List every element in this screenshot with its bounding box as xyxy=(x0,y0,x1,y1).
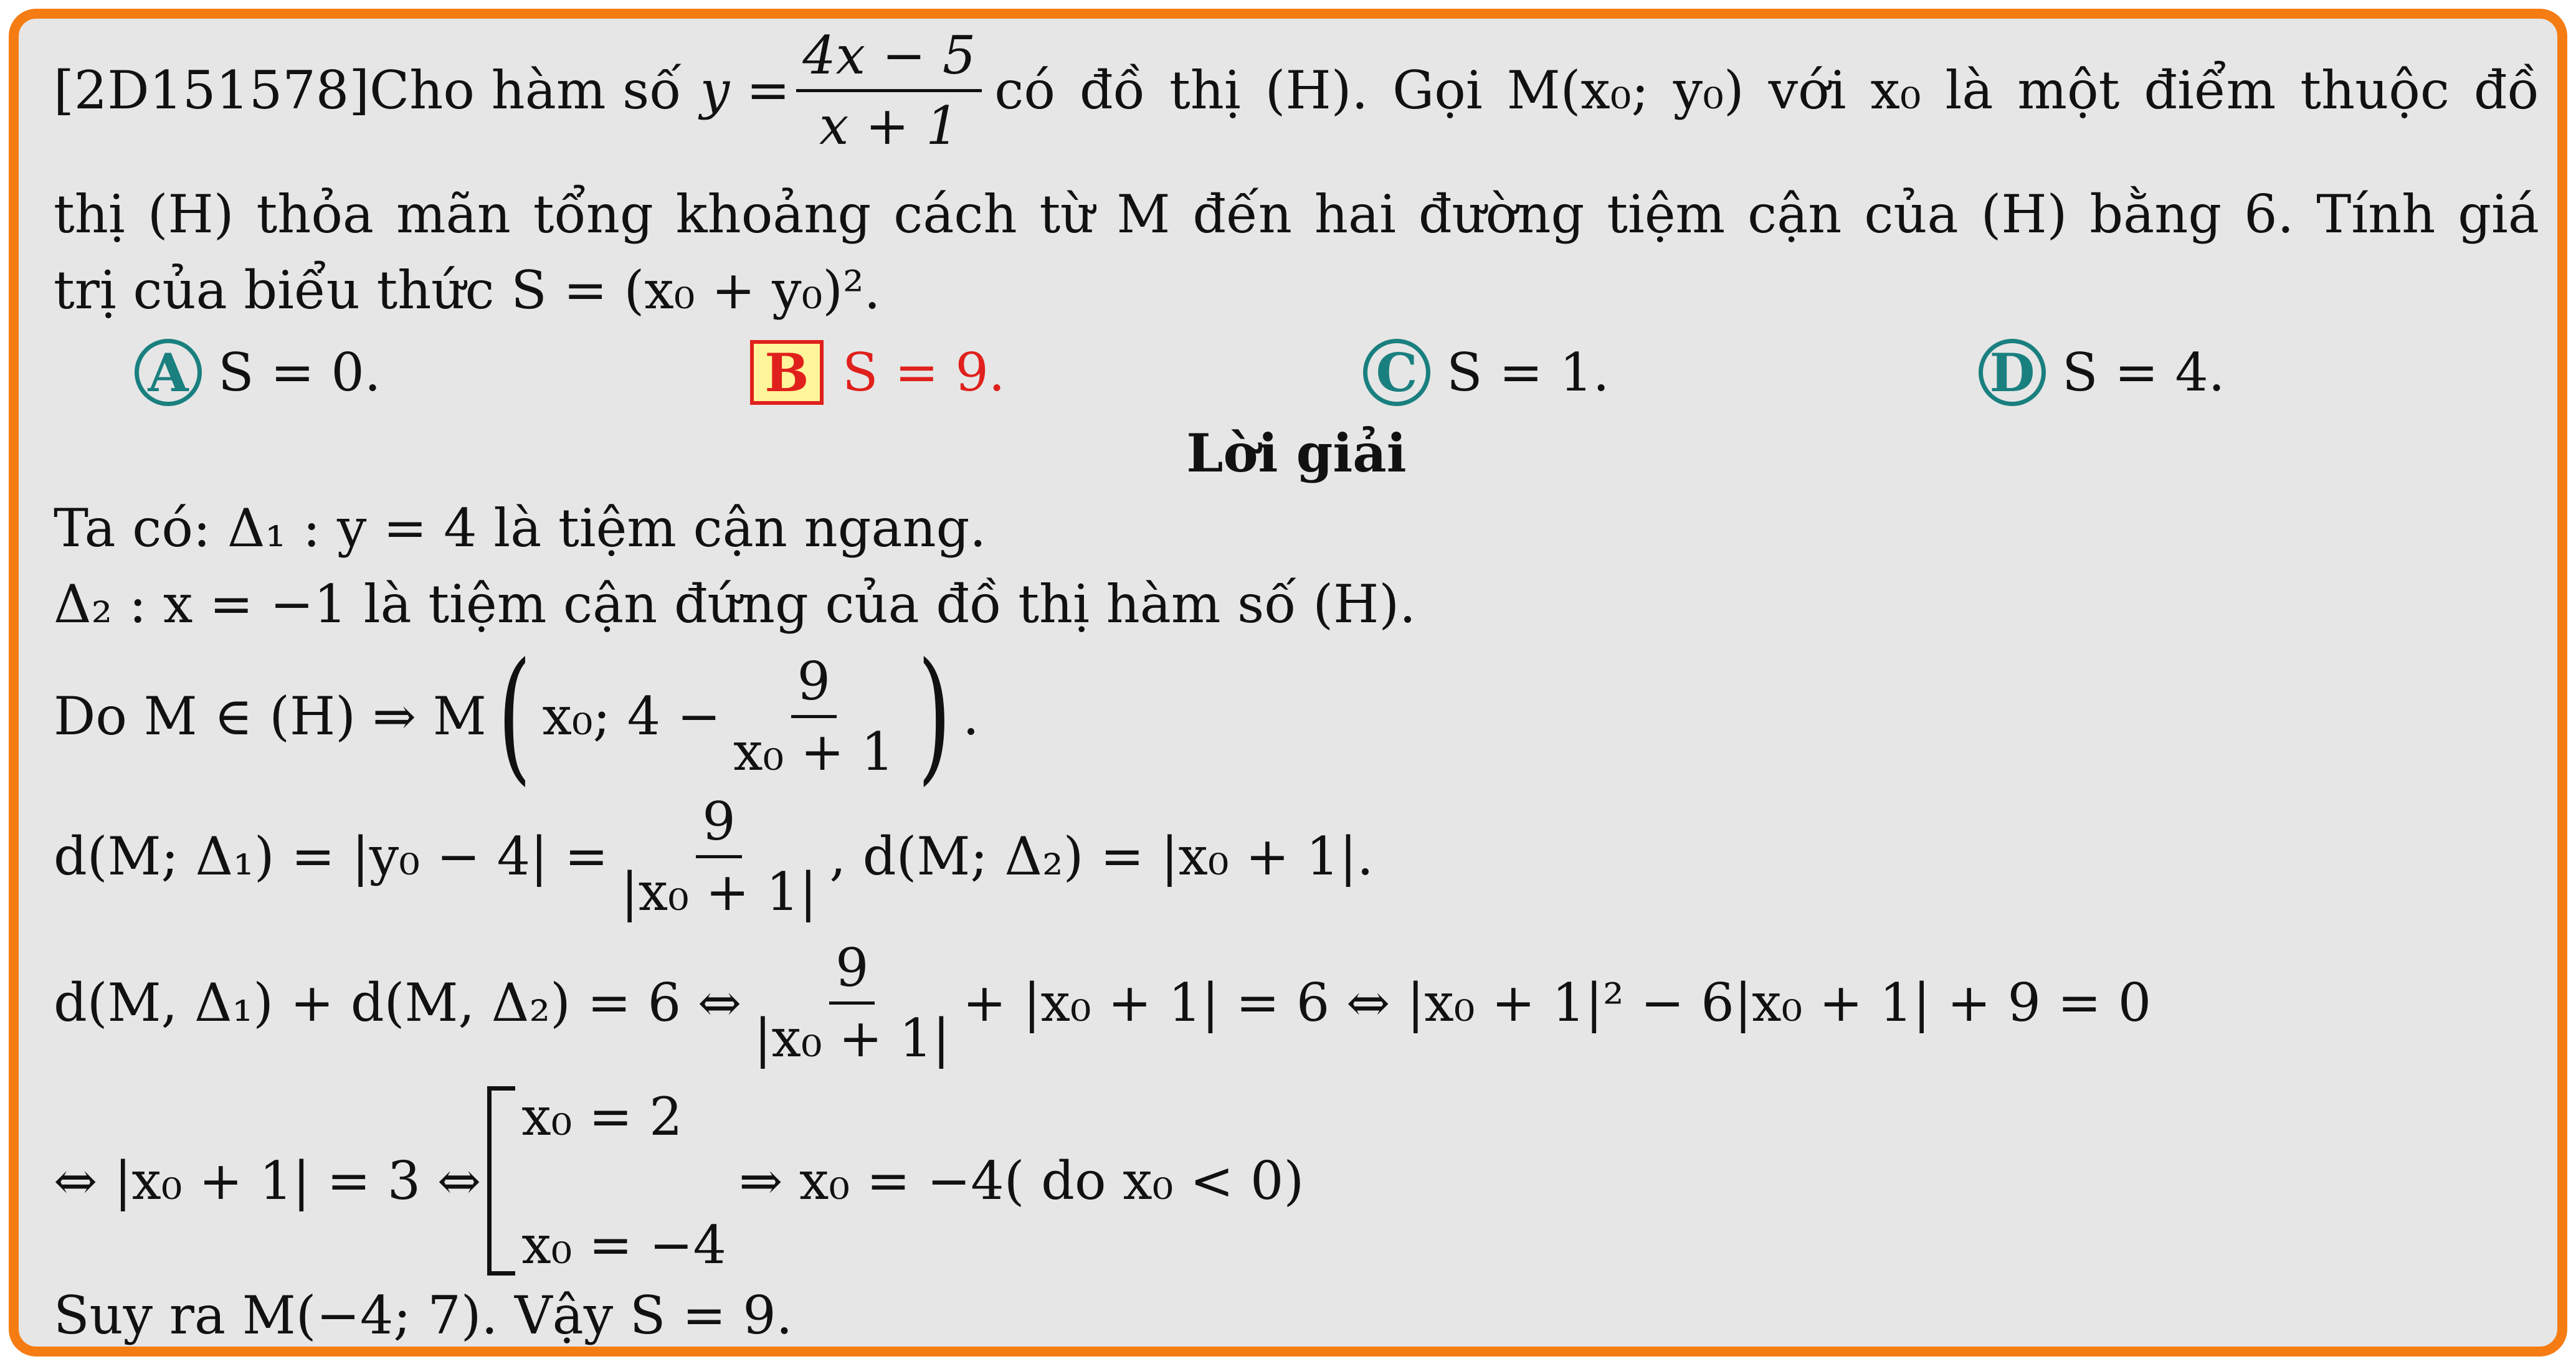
option-c-text: S = 1. xyxy=(1447,342,1610,403)
solution-line-3-post: . xyxy=(962,686,979,747)
solution-line-4-post: , d(M; Δ₂) = |x₀ + 1|. xyxy=(829,826,1374,887)
solution-line-6-post: ⇒ x₀ = −4( do x₀ < 0) xyxy=(738,1150,1305,1211)
function-numerator: 4x − 5 xyxy=(796,29,982,92)
solution-line-3-a: x₀; 4 − xyxy=(542,686,721,747)
solution-line-3 xyxy=(54,635,979,797)
solution-line-1: Ta có: Δ₁ : y = 4 là tiệm cận ngang. xyxy=(54,498,987,559)
option-a[interactable] xyxy=(135,335,381,410)
problem-code: [2D151578] xyxy=(54,60,369,121)
function-lhs: y = xyxy=(700,60,791,121)
solution-line-6-pre: ⇔ |x₀ + 1| = 3 ⇔ xyxy=(54,1150,482,1211)
solution-line-7: Suy ra M(−4; 7). Vậy S = 9. xyxy=(54,1285,793,1346)
option-d-text: S = 4. xyxy=(2062,342,2225,403)
solution-line-5-post: + |x₀ + 1| = 6 ⇔ |x₀ + 1|² − 6|x₀ + 1| + 9 = 0 xyxy=(962,972,2152,1033)
solution-line-3-denominator: x₀ + 1 xyxy=(733,721,895,782)
function-denominator: x + 1 xyxy=(819,95,959,156)
solution-line-4 xyxy=(54,788,1374,925)
case-2: x₀ = −4 xyxy=(521,1215,726,1276)
solution-line-3-pre: Do M ∈ (H) ⇒ M xyxy=(54,686,487,747)
problem-line-3: trị của biểu thức S = (x₀ + y₀)². xyxy=(54,260,881,321)
solution-line-5-fraction xyxy=(748,937,956,1069)
option-b-text: S = 9. xyxy=(842,342,1005,403)
solution-line-5-numerator: 9 xyxy=(829,942,875,1005)
function-fraction xyxy=(796,24,982,156)
solution-line-2: Δ₂ : x = −1 là tiệm cận đứng của đồ thị hàm số (H). xyxy=(54,574,1416,635)
case-1: x₀ = 2 xyxy=(521,1086,683,1147)
solution-line-6 xyxy=(54,1087,1304,1274)
option-b-letter: B xyxy=(750,340,824,405)
problem-after-function: có đồ thị (H). Gọi M(x₀; y₀) với x₀ là một điểm thuộc đồ xyxy=(994,60,2539,121)
solution-line-4-numerator: 9 xyxy=(696,795,741,858)
solution-line-3-fraction xyxy=(727,650,900,782)
case-rows xyxy=(521,1086,726,1276)
question-card xyxy=(9,9,2567,1357)
problem-line-1 xyxy=(54,24,2539,156)
solution-line-4-fraction xyxy=(615,790,824,922)
solution-line-5 xyxy=(54,934,2151,1071)
option-d[interactable] xyxy=(1979,335,2225,410)
problem-line-2: thị (H) thỏa mãn tổng khoảng cách từ M đến hai đường tiệm cận của (H) bằng 6. Tính giá xyxy=(54,184,2539,245)
option-c[interactable] xyxy=(1363,335,1609,410)
option-d-letter: D xyxy=(1979,339,2046,406)
solution-line-4-pre: d(M; Δ₁) = |y₀ − 4| = xyxy=(54,826,609,887)
solution-line-3-numerator: 9 xyxy=(791,655,837,718)
left-paren: ( xyxy=(497,633,531,799)
problem-intro: Cho hàm số xyxy=(369,60,682,121)
option-a-text: S = 0. xyxy=(218,342,381,403)
option-b[interactable] xyxy=(750,335,1005,410)
solution-line-5-pre: d(M, Δ₁) + d(M, Δ₂) = 6 ⇔ xyxy=(54,972,742,1033)
right-paren: ) xyxy=(918,633,952,799)
option-a-letter: A xyxy=(135,339,202,406)
case-bracket xyxy=(487,1086,515,1276)
solution-line-5-denominator: |x₀ + 1| xyxy=(754,1007,951,1069)
option-c-letter: C xyxy=(1363,339,1430,406)
solution-line-4-denominator: |x₀ + 1| xyxy=(620,861,817,922)
solution-heading: Lời giải xyxy=(1186,422,1407,484)
card-content xyxy=(54,19,2539,1347)
